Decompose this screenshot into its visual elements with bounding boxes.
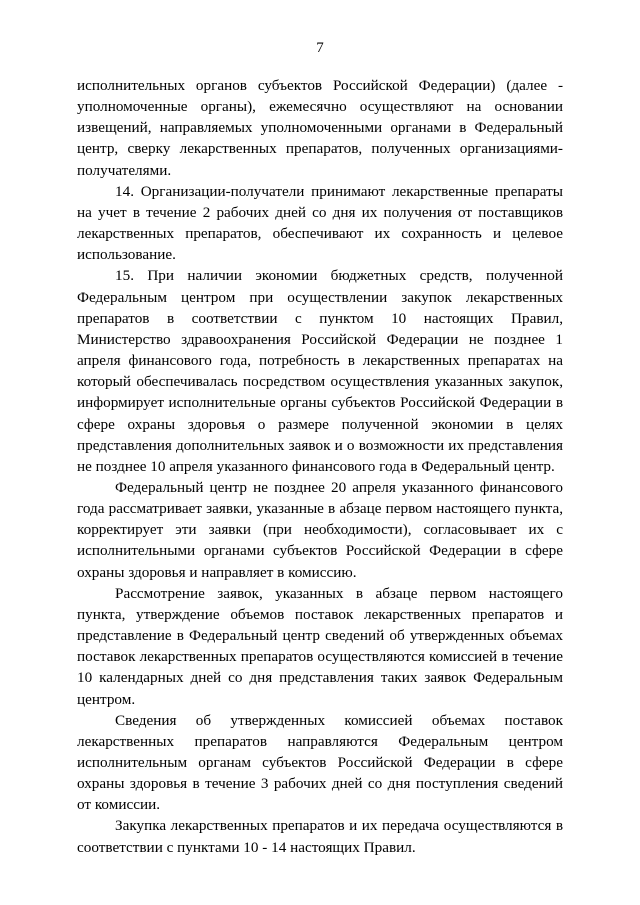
paragraph-item-15-part-5: Закупка лекарственных препаратов и их передача осуществляются в соответствии с пунктами 10 - 14 настоящих Правил. — [77, 817, 563, 856]
paragraph-item-15-part-4: Сведения об утвержденных комиссией объемах поставок лекарственных препаратов направляются Федеральным центром исполнительным органам субъектов Российской Федерации в сфере охраны здоровья в течение 3 рабочих дней со дня поступления сведений от комиссии. — [77, 711, 563, 814]
paragraph-continuation: исполнительных органов субъектов Российской Федерации) (далее - уполномоченные органы), ежемесячно осуществляют на основании извещений, направляемых уполномоченными органами в Федеральный центр, сверку лекарственных препаратов, полученных организациями-получателями. — [77, 77, 563, 179]
paragraph-item-15-part-2: Федеральный центр не позднее 20 апреля указанного финансового года рассматривает заявки, указанные в абзаце первом настоящего пункта, корректирует эти заявки (при необходимости), согласовывает их с исполнительными органами субъектов Российской Федерации в сфере охраны здоровья и направляет в комиссию. — [77, 478, 563, 581]
document-body — [77, 75, 563, 858]
paragraph-item-15: 15. При наличии экономии бюджетных средств, полученной Федеральным центром при осуществлении закупок лекарственных препаратов в соответствии с пунктом 10 настоящих Правил, Министерство здравоохранения Российской Федерации не позднее 1 апреля финансового года, потребность в лекарственных препаратах на который обеспечивалась посредством осуществления указанных закупок, информирует исполнительные органы субъектов Российской Федерации в сфере охраны здоровья о размере полученной экономии в целях представления дополнительных заявок и о возможности их представления не позднее 10 апреля указанного финансового года в Федеральный центр. — [77, 267, 563, 475]
paragraph-item-15-part-3: Рассмотрение заявок, указанных в абзаце первом настоящего пункта, утверждение объемов поставок лекарственных препаратов и представление в Федеральный центр сведений об утвержденных объемах поставок лекарственных препаратов осуществляются комиссией в течение 10 календарных дней со дня представления таких заявок Федеральным центром. — [77, 584, 563, 708]
page-number: 7 — [316, 40, 324, 56]
paragraph-item-14: 14. Организации-получатели принимают лекарственные препараты на учет в течение 2 рабочих дней со дня их получения от поставщиков лекарственных препаратов, обеспечивают их сохранность и целевое использование. — [77, 182, 563, 264]
